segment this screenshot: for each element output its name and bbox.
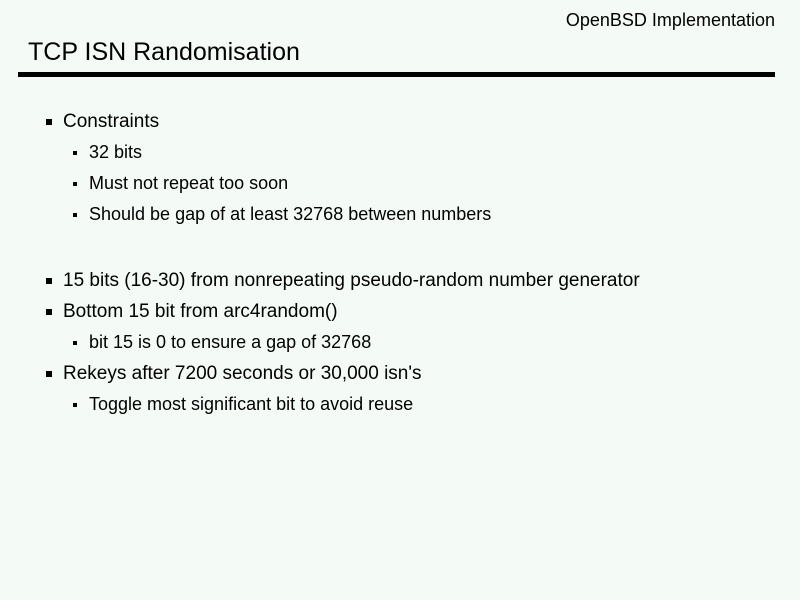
bullet-square-icon: [46, 278, 52, 284]
bullet-square-icon: [73, 151, 77, 155]
bullet-square-icon: [73, 341, 77, 345]
bullet-text: Bottom 15 bit from arc4random(): [63, 300, 338, 322]
bullet-text: Toggle most significant bit to avoid reuse: [89, 394, 414, 414]
bullet-item: [0, 327, 800, 358]
bullet-list: [0, 106, 800, 420]
bullet-text: Constraints: [63, 110, 160, 132]
corner-header: OpenBSD Implementation: [565, 10, 775, 30]
bullet-text: Must not repeat too soon: [89, 173, 289, 193]
bullet-text: Should be gap of at least 32768 between numbers: [89, 204, 492, 224]
bullet-text: bit 15 is 0 to ensure a gap of 32768: [89, 332, 372, 352]
bullet-square-icon: [73, 403, 77, 407]
bullet-item: [0, 199, 800, 230]
bullet-text: 32 bits: [89, 142, 143, 162]
bullet-text: 15 bits (16-30) from nonrepeating pseudo-random number generator: [63, 269, 640, 291]
bullet-item: [0, 106, 800, 137]
title-rule-divider: [18, 72, 775, 77]
bullet-square-icon: [46, 119, 52, 125]
bullet-item: [0, 265, 800, 296]
page-title: TCP ISN Randomisation: [28, 38, 300, 66]
bullet-item: [0, 296, 800, 327]
bullet-square-icon: [46, 309, 52, 315]
bullet-item: [0, 168, 800, 199]
bullet-item: [0, 358, 800, 389]
bullet-square-icon: [73, 213, 77, 217]
bullet-square-icon: [73, 182, 77, 186]
bullet-item: [0, 389, 800, 420]
bullet-text: Rekeys after 7200 seconds or 30,000 isn's: [63, 362, 422, 384]
bullet-item: [0, 137, 800, 168]
bullet-square-icon: [46, 371, 52, 377]
